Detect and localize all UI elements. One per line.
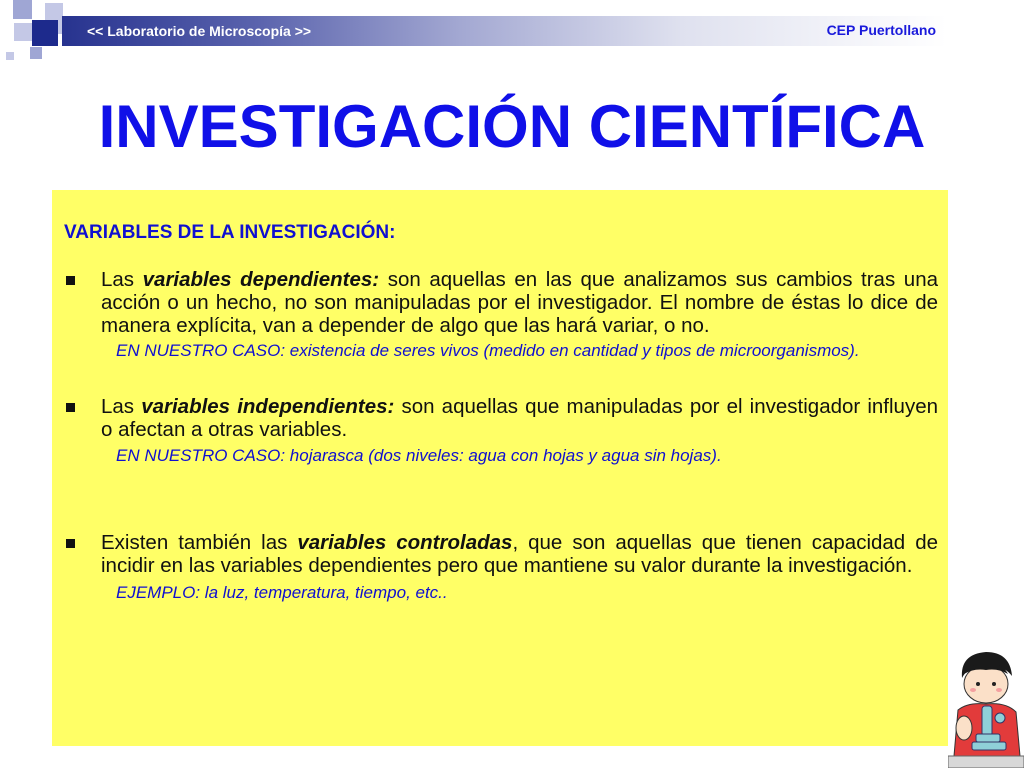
- bullet-controlled-variables: [64, 531, 938, 577]
- square-bullet-icon: [66, 539, 75, 548]
- decorative-square: [6, 52, 14, 60]
- header-right-label: CEP Puertollano: [826, 22, 936, 38]
- bullet-prefix: Las: [101, 395, 142, 418]
- square-bullet-icon: [66, 276, 75, 285]
- header-left-label: << Laboratorio de Microscopía >>: [87, 23, 312, 39]
- square-bullet-icon: [66, 403, 75, 412]
- bullet-term: variables controladas: [297, 531, 513, 554]
- content-box: [52, 190, 948, 746]
- bullet-prefix: Las: [101, 268, 143, 291]
- decorative-square: [30, 47, 42, 59]
- bullet-term: variables dependientes:: [142, 268, 380, 291]
- bullet-term: variables independientes:: [141, 395, 395, 418]
- bullet-text: , que son aquellas que tienen capacidad de incidir en las variables dependientes pero que mantiene su valor durante la investigación.: [101, 531, 939, 577]
- section-heading: VARIABLES DE LA INVESTIGACIÓN:: [64, 222, 396, 243]
- decorative-square: [32, 20, 58, 46]
- child-microscope-illustration: [948, 648, 1024, 768]
- bullet-text: son aquellas en las que analizamos sus cambios tras una acción o un hecho, no son manipuladas por el investigador. El nombre de éstas lo dice de manera explícita, van a depender de algo que las hará variar, o no.: [101, 268, 939, 337]
- bullet-note: EN NUESTRO CASO: existencia de seres vivos (medido en cantidad y tipos de microorganismos).: [116, 341, 860, 360]
- slide-title: INVESTIGACIÓN CIENTÍFICA: [98, 93, 926, 160]
- bullet-prefix: Existen también las: [101, 531, 298, 554]
- decorative-square: [14, 23, 32, 41]
- bullet-note: EJEMPLO: la luz, temperatura, tiempo, etc..: [116, 583, 448, 602]
- decorative-square: [13, 0, 32, 19]
- bullet-text: son aquellas que manipuladas por el investigador influyen o afectan a otras variables.: [101, 395, 938, 441]
- bullet-note: EN NUESTRO CASO: hojarasca (dos niveles: agua con hojas y agua sin hojas).: [116, 446, 722, 465]
- bullet-independent-variables: [64, 395, 938, 441]
- bullet-dependent-variables: [64, 268, 938, 337]
